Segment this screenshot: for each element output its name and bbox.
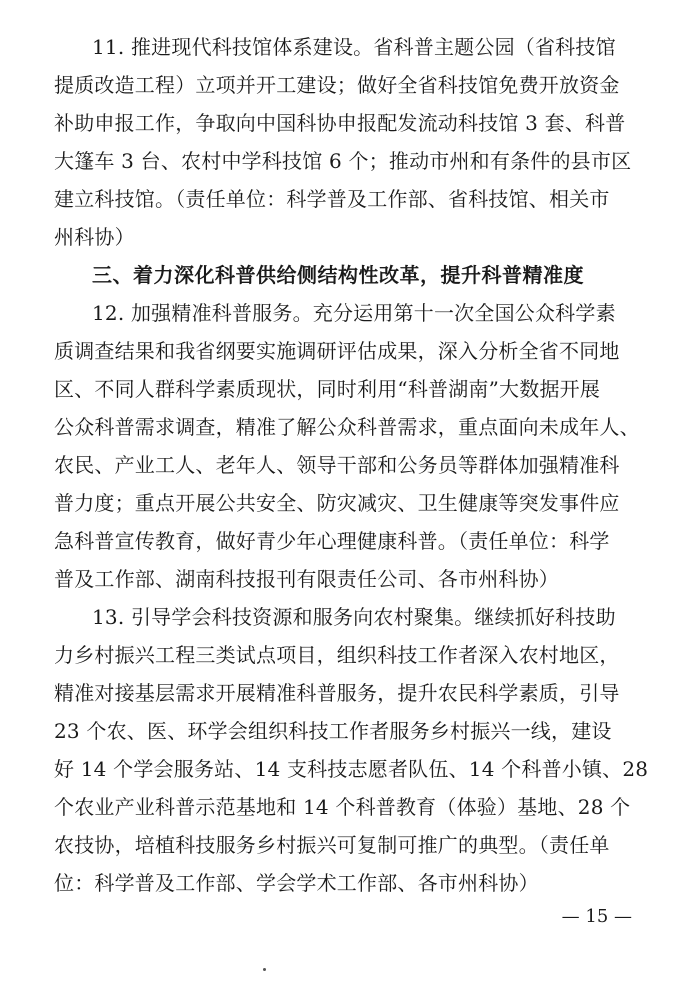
paragraph-line: 位：科学普及工作部、学会学术工作部、各市州科协） [54,871,539,895]
item-12-heading-line: 12. 加强精准科普服务。充分运用第十一次全国公众科学素 [92,301,616,325]
paragraph-line: 普力度；重点开展公共安全、防灾减灾、卫生健康等突发事件应 [54,491,620,515]
paragraph-line: 大篷车 3 台、农村中学科技馆 6 个；推动市州和有条件的县市区 [54,149,632,173]
paragraph-line: 建立科技馆。（责任单位：科学普及工作部、省科技馆、相关市 [54,187,610,211]
item-11-heading-line: 11. 推进现代科技馆体系建设。省科普主题公园（省科技馆 [92,35,616,59]
paragraph-line: 州科协） [54,225,135,249]
paragraph-line: 质调查结果和我省纲要实施调研评估成果，深入分析全省不同地 [54,339,620,363]
paragraph-line: 个农业产业科普示范基地和 14 个科普教育（体验）基地、28 个 [54,795,631,819]
page-number: — 15 — [561,906,632,927]
scan-speck [263,968,266,971]
paragraph-line: 精准对接基层需求开展精准科普服务，提升农民科学素质，引导 [54,681,620,705]
paragraph-line: 公众科普需求调查，精准了解公众科普需求，重点面向未成年人、 [54,415,640,439]
section-heading: 三、着力深化科普供给侧结构性改革，提升科普精准度 [92,263,584,287]
paragraph-line: 力乡村振兴工程三类试点项目，组织科技工作者深入农村地区， [54,643,620,667]
paragraph-line: 农技协，培植科技服务乡村振兴可复制可推广的典型。（责任单 [54,833,610,857]
item-13-heading-line: 13. 引导学会科技资源和服务向农村聚集。继续抓好科技助 [92,605,616,629]
paragraph-line: 急科普宣传教育，做好青少年心理健康科普。（责任单位：科学 [54,529,610,553]
paragraph-line: 区、不同人群科学素质现状，同时利用“科普湖南”大数据开展 [54,377,601,401]
paragraph-line: 好 14 个学会服务站、14 支科技志愿者队伍、14 个科普小镇、28 [54,757,649,781]
paragraph-line: 农民、产业工人、老年人、领导干部和公务员等群体加强精准科 [54,453,620,477]
paragraph-line: 补助申报工作，争取向中国科协申报配发流动科技馆 3 套、科普 [54,111,626,135]
paragraph-line: 23 个农、医、环学会组织科技工作者服务乡村振兴一线，建设 [54,719,612,743]
paragraph-line: 普及工作部、湖南科技报刊有限责任公司、各市州科协） [54,567,559,591]
paragraph-line: 提质改造工程）立项并开工建设；做好全省科技馆免费开放资金 [54,73,620,97]
